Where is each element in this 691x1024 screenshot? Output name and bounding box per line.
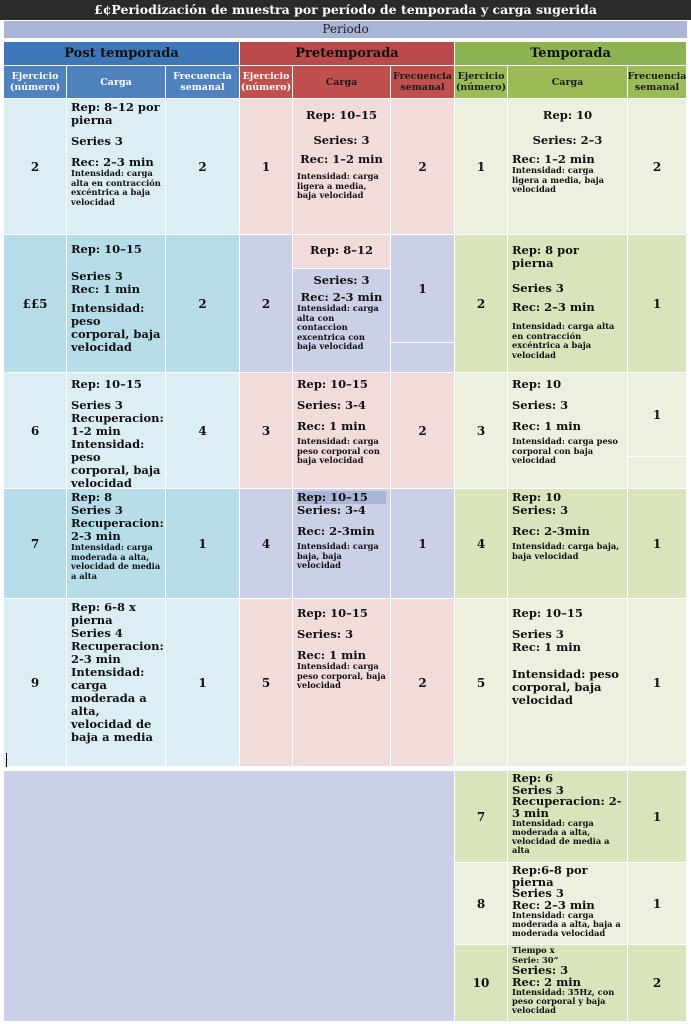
temp-carga-8-series: Series: 3: [512, 963, 569, 977]
post-carga-1-series: Series 3: [71, 134, 123, 148]
post-carga-1-rec: Rec: 2–3 min: [71, 155, 154, 169]
temp-carga-2-series: Series 3: [512, 281, 564, 295]
temp-freq-8: 2: [628, 945, 687, 1022]
col-ejercicio-pre: Ejercicio (número): [240, 66, 293, 99]
temp-num-4: 4: [455, 489, 508, 599]
pre-carga-5-rec: Rec: 1 min: [297, 648, 367, 662]
pre-carga-2-rep: Rep: 8–12: [310, 243, 373, 257]
post-carga-2-int: Intensidad: peso corporal, baja velocidad: [71, 301, 161, 354]
pre-num-4: 4: [240, 489, 293, 599]
post-carga-5: [67, 599, 166, 767]
temp-carga-2-rep: Rep: 8 por pierna: [512, 243, 579, 270]
temp-carga-8-int: Intensidad: 35Hz, con peso corporal y baja velocidad: [512, 987, 615, 1015]
temp-carga-5-int: Intensidad: peso corporal, baja velocidad: [512, 667, 619, 707]
temp-carga-3-int: Intensidad: carga peso corporal con baja velocidad: [512, 436, 618, 465]
temp-num-2: 2: [455, 235, 508, 373]
temp-carga-3-rep: Rep: 10: [512, 377, 562, 391]
post-carga-1: [67, 99, 166, 235]
temp-carga-3-rec: Rec: 1 min: [512, 419, 582, 433]
temp-freq-5: 1: [628, 599, 687, 767]
temp-freq-2: 1: [628, 235, 687, 373]
temp-carga-5: [508, 599, 628, 767]
pre-freq-4: 1: [391, 489, 455, 599]
post-num-1: 2: [4, 99, 67, 235]
temp-num-8: 10: [455, 945, 508, 1022]
temp-freq-3: 1: [628, 373, 687, 457]
col-frecuencia-post: Frecuencia semanal: [166, 66, 240, 99]
pre-carga-4-series: Series: 3-4: [297, 503, 366, 517]
pre-num-5: 5: [240, 599, 293, 767]
post-carga-3-series: Series 3: [71, 398, 123, 412]
post-carga-4-series: Series 3: [71, 503, 123, 517]
pre-carga-5-series: Series: 3: [297, 627, 354, 641]
pre-num-1: 1: [240, 99, 293, 235]
pre-carga-4-rec: Rec: 2-3min: [297, 524, 375, 538]
temp-carga-1-int: Intensidad: carga ligera a media, baja velocidad: [512, 165, 605, 194]
post-carga-1-int: Intensidad: carga alta en contracción excéntrica a baja velocidad: [71, 168, 161, 207]
temp-freq-7: 1: [628, 863, 687, 945]
pre-carga-1-rep: Rep: 10–15: [306, 108, 377, 122]
pre-carga-4-int: Intensidad: carga baja, baja velocidad: [297, 541, 379, 570]
temp-carga-7: [508, 863, 628, 945]
pre-carga-2: [293, 269, 391, 373]
temp-num-7: 8: [455, 863, 508, 945]
section-post: Post temporada: [4, 42, 240, 66]
temp-num-5: 5: [455, 599, 508, 767]
post-carga-5-int: Intensidad: carga moderada a alta, velocidad de baja a media: [71, 665, 153, 744]
pre-carga-1: [293, 99, 391, 235]
text-cursor: [6, 753, 7, 767]
post-num-4: 7: [4, 489, 67, 599]
pre-carga-4-rep: Rep: 10–15: [297, 491, 386, 504]
post-carga-2-rec: Rec: 1 min: [71, 282, 141, 296]
temp-carga-3-series: Series: 3: [512, 398, 569, 412]
post-freq-4: 1: [166, 489, 240, 599]
temp-carga-3: [508, 373, 628, 489]
temp-carga-1-rep: Rep: 10: [542, 108, 593, 122]
post-carga-4-int: Intensidad: carga moderada a alta, velocidad de media a alta: [71, 542, 161, 581]
pre-carga-2-rec: Rec: 2-3 min: [300, 290, 383, 304]
temp-carga-7-rec: Rec: 2–3 min: [512, 897, 595, 912]
col-ejercicio-temp: Ejercicio (número): [455, 66, 508, 99]
temp-carga-1-rec: Rec: 1–2 min: [512, 152, 595, 166]
col-frecuencia-temp: Frecuencia semanal: [628, 66, 687, 99]
section-pre: Pretemporada: [240, 42, 455, 66]
post-carga-3-int: Intensidad: peso corporal, baja velocidad: [71, 437, 161, 489]
post-freq-5: 1: [166, 599, 240, 767]
post-carga-2-rep: Rep: 10–15: [71, 242, 142, 256]
temp-carga-4-int: Intensidad: carga baja, baja velocidad: [512, 541, 620, 561]
temp-carga-7-int: Intensidad: carga moderada a alta, baja a moderada velocidad: [512, 910, 621, 938]
temp-carga-7-rep: Rep:6-8 por pierna: [512, 863, 588, 889]
post-carga-3-rec: Recuperacion: 1-2 min: [71, 411, 164, 438]
pre-freq-1: 2: [391, 99, 455, 235]
temp-carga-8: [508, 945, 628, 1022]
pre-carga-3-rep: Rep: 10–15: [297, 377, 368, 391]
temp-carga-4-rep: Rep: 10: [512, 490, 562, 504]
temp-carga-4-series: Series: 3: [512, 503, 569, 517]
post-num-3: 6: [4, 373, 67, 489]
temp-carga-6: [508, 771, 628, 863]
pre-carga-3: [293, 373, 391, 489]
post-num-5: 9: [4, 599, 67, 767]
col-ejercicio-post: Ejercicio (número): [4, 66, 67, 99]
temp-carga-6-series: Series 3: [512, 782, 564, 797]
pre-carga-1-rec: Rec: 1–2 min: [300, 152, 383, 166]
temp-num-3: 3: [455, 373, 508, 489]
post-carga-2: [67, 235, 166, 373]
pre-freq-2: 1: [391, 235, 455, 343]
periodo-header: Periodo: [4, 21, 687, 38]
temp-carga-8-rec: Rec: 2 min: [512, 974, 582, 989]
temp-carga-7-series: Series 3: [512, 886, 564, 900]
pre-carga-3-int: Intensidad: carga peso corporal con baja velocidad: [297, 436, 380, 465]
col-frecuencia-pre: Frecuencia semanal: [391, 66, 455, 99]
pre-carga-2-int: Intensidad: carga alta con contaccion excentrica con baja velocidad: [297, 303, 379, 351]
pre-carga-5: [293, 599, 391, 767]
pre-carga-2-series: Series: 3: [313, 273, 370, 287]
temp-carga-8-tiempo: Tiempo x Serie: 30”: [512, 945, 559, 965]
temp-freq-1: 2: [628, 99, 687, 235]
temp-freq-6: 1: [628, 771, 687, 863]
temp-num-6: 7: [455, 771, 508, 863]
pre-num-2: 2: [240, 235, 293, 373]
post-num-2: ££5: [4, 235, 67, 373]
temp-carga-6-rec: Recuperacion: 2-3 min: [512, 794, 622, 820]
post-carga-1-rep: Rep: 8–12 por pierna: [71, 100, 160, 127]
post-carga-4-rec: Recuperacion: 2-3 min: [71, 516, 164, 543]
post-carga-5-rep: Rep: 6-8 x pierna: [71, 600, 136, 627]
temp-carga-5-rep: Rep: 10–15: [512, 606, 583, 620]
section-temp: Temporada: [455, 42, 687, 66]
post-carga-5-rec: Recuperacion: 2-3 min: [71, 639, 164, 666]
post-carga-2-series: Series 3: [71, 269, 123, 283]
temp-carga-1: [508, 99, 628, 235]
empty-lower-block: [4, 771, 455, 1022]
col-carga-post: Carga: [67, 66, 166, 99]
post-freq-2: 2: [166, 235, 240, 373]
temp-num-1: 1: [455, 99, 508, 235]
pre-carga-1-int: Intensidad: carga ligera a media, baja velocidad: [297, 171, 379, 200]
post-freq-3: 4: [166, 373, 240, 489]
temp-carga-4: [508, 489, 628, 599]
table-title: £¢Periodización de muestra por período de temporada y carga sugerida: [0, 0, 691, 20]
temp-carga-4-rec: Rec: 2-3min: [512, 524, 590, 538]
temp-carga-2-rec: Rec: 2–3 min: [512, 300, 595, 314]
pre-carga-5-rep: Rep: 10–15: [297, 606, 368, 620]
post-freq-1: 2: [166, 99, 240, 235]
pre-freq-3: 2: [391, 373, 455, 489]
temp-carga-6-int: Intensidad: carga moderada a alta, velocidad de media a alta: [512, 818, 610, 855]
pre-freq-2-fill: [391, 343, 455, 373]
pre-carga-1-series: Series: 3: [313, 133, 370, 147]
pre-carga-2-top: [293, 235, 391, 269]
post-carga-4-rep: Rep: 8: [71, 490, 113, 504]
temp-freq-3-fill: [628, 457, 687, 489]
temp-carga-1-series: Series: 2–3: [532, 133, 603, 147]
col-carga-temp: Carga: [508, 66, 628, 99]
pre-freq-5: 2: [391, 599, 455, 767]
temp-carga-2: [508, 235, 628, 373]
post-carga-4: [67, 489, 166, 599]
post-carga-3-rep: Rep: 10–15: [71, 377, 142, 391]
temp-carga-6-rep: Rep: 6: [512, 771, 554, 785]
pre-carga-4: [293, 489, 391, 599]
temp-carga-5-rec: Rec: 1 min: [512, 640, 582, 654]
pre-carga-3-series: Series: 3-4: [297, 398, 366, 412]
temp-carga-5-series: Series 3: [512, 627, 564, 641]
temp-freq-4: 1: [628, 489, 687, 599]
pre-carga-5-int: Intensidad: carga peso corporal, baja velocidad: [297, 661, 386, 690]
pre-num-3: 3: [240, 373, 293, 489]
post-carga-5-series: Series 4: [71, 626, 123, 640]
temp-carga-2-int: Intensidad: carga alta en contracción excéntrica a baja velocidad: [512, 321, 615, 360]
col-carga-pre: Carga: [293, 66, 391, 99]
pre-carga-3-rec: Rec: 1 min: [297, 419, 367, 433]
post-carga-3: [67, 373, 166, 489]
